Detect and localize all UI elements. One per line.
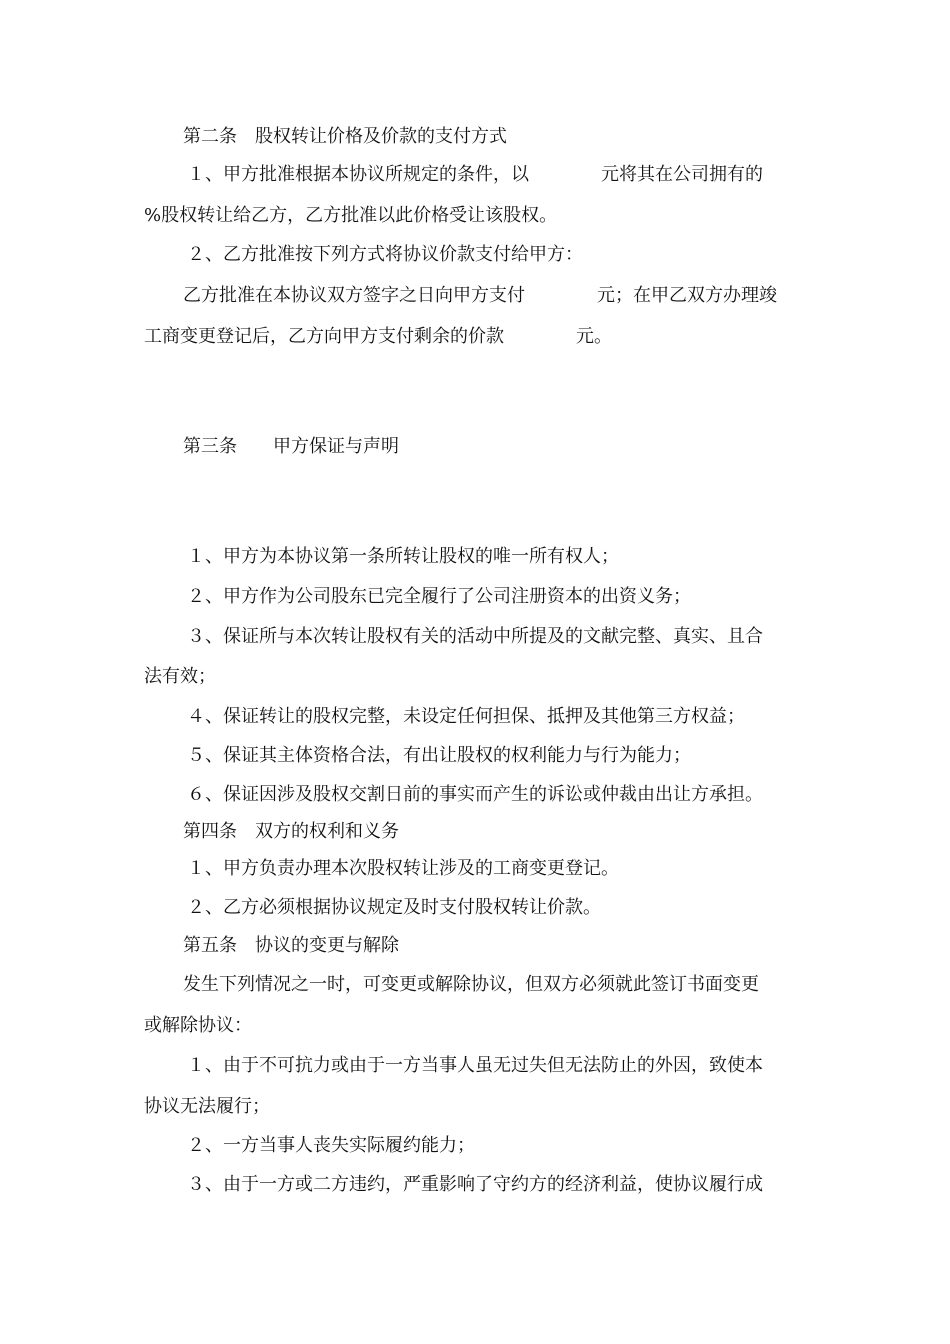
clause-2-1-continuation: %股权转让给乙方，乙方批准以此价格受让该股权。 [144, 205, 558, 226]
clause-2-2: ２、乙方批准按下列方式将协议价款支付给甲方： [187, 244, 583, 265]
clause-4-2: ２、乙方必须根据协议规定及时支付股权转让价款。 [187, 897, 601, 918]
clause-4-1: １、甲方负责办理本次股权转让涉及的工商变更登记。 [187, 858, 619, 879]
section-3-heading: 第三条 甲方保证与声明 [183, 436, 399, 457]
section-5-intro-continuation: 或解除协议： [144, 1015, 252, 1036]
clause-3-4: ４、保证转让的股权完整，未设定任何担保、抵押及其他第三方权益； [187, 706, 745, 727]
section-5-intro: 发生下列情况之一时，可变更或解除协议，但双方必须就此签订书面变更 [183, 974, 759, 995]
clause-5-3: ３、由于一方或二方违约，严重影响了守约方的经济利益，使协议履行成 [187, 1174, 763, 1195]
section-4-heading: 第四条 双方的权利和义务 [183, 821, 399, 842]
clause-3-6: ６、保证因涉及股权交割日前的事实而产生的诉讼或仲裁由出让方承担。 [187, 784, 763, 805]
clause-3-3: ３、保证所与本次转让股权有关的活动中所提及的文献完整、真实、且合 [187, 626, 763, 647]
payment-paragraph: 乙方批准在本协议双方签字之日向甲方支付 元；在甲乙双方办理竣 [183, 285, 777, 306]
clause-3-1: １、甲方为本协议第一条所转让股权的唯一所有权人； [187, 546, 619, 567]
clause-3-3-continuation: 法有效； [144, 666, 216, 687]
clause-3-2: ２、甲方作为公司股东已完全履行了公司注册资本的出资义务； [187, 586, 691, 607]
clause-3-5: ５、保证其主体资格合法，有出让股权的权利能力与行为能力； [187, 745, 691, 766]
clause-5-1-continuation: 协议无法履行； [144, 1096, 270, 1117]
section-2-heading: 第二条 股权转让价格及价款的支付方式 [183, 126, 507, 147]
payment-paragraph-continuation: 工商变更登记后，乙方向甲方支付剩余的价款 元。 [144, 326, 612, 347]
section-5-heading: 第五条 协议的变更与解除 [183, 935, 399, 956]
clause-5-2: ２、一方当事人丧失实际履约能力； [187, 1135, 475, 1156]
clause-5-1: １、由于不可抗力或由于一方当事人虽无过失但无法防止的外因，致使本 [187, 1055, 763, 1076]
clause-2-1: １、甲方批准根据本协议所规定的条件，以 元将其在公司拥有的 [187, 164, 763, 185]
